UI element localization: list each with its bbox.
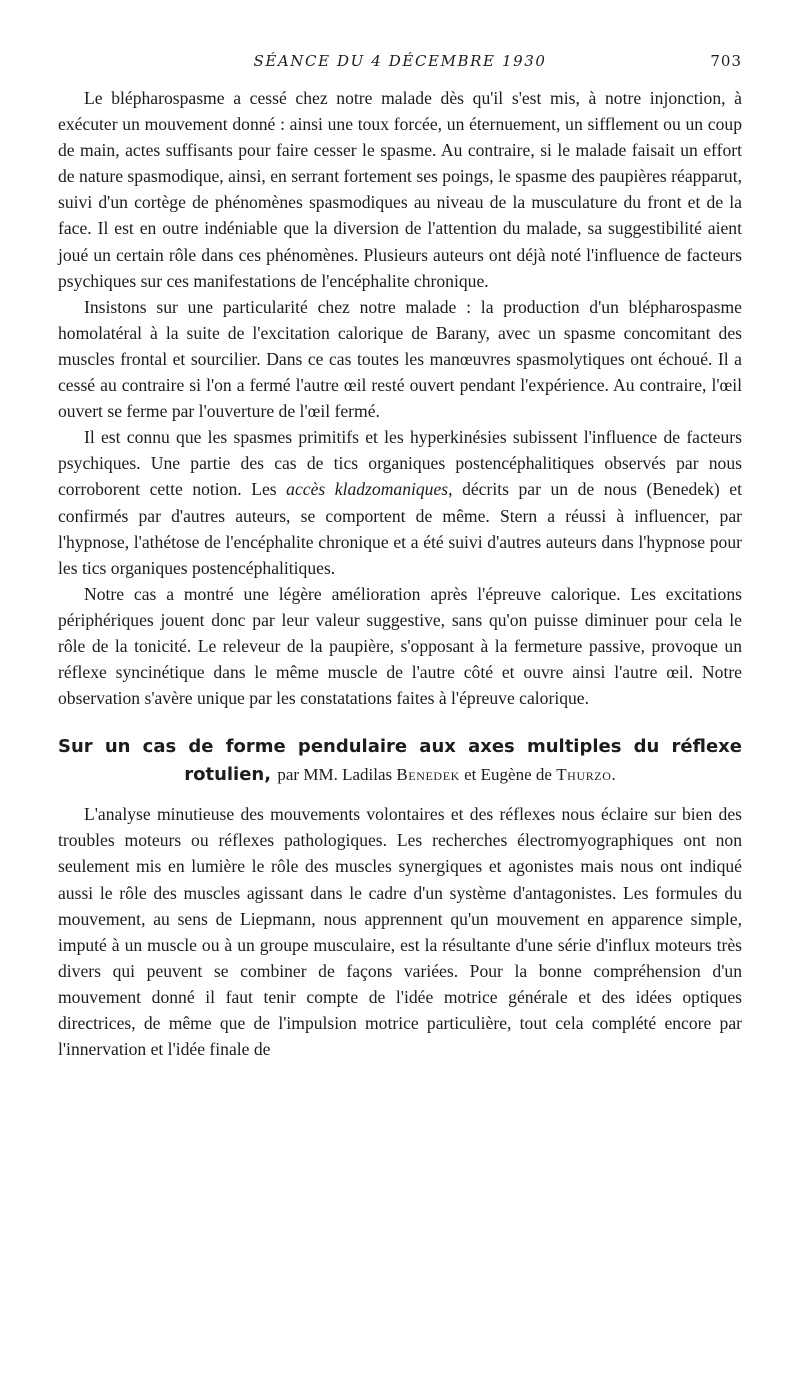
body-text xyxy=(58,85,742,1062)
running-header xyxy=(58,52,742,76)
author-thurzo: Thurzo xyxy=(556,765,612,785)
paragraph-3 xyxy=(58,424,742,581)
section-by: par MM. Ladilas xyxy=(277,765,393,785)
paragraph-1: Le blépharospasme a cessé chez notre malade dès qu'il s'est mis, à notre injonction, à exécuter un mouvement donné : ainsi une toux forcée, un éternuement, un sifflement ou un coup de main, actes suffisants pour faire cesser le spasme. Au contraire, si le malade faisait un effort de nature spasmodique, ainsi, en serrant fortement ses poings, le spasme des paupières réapparut, suivi d'un cortège de phénomènes spasmodiques au niveau de la musculature du front et de la face. Il est en outre indéniable que la diversion de l'attention du malade, sa suggestibilité aient joué un certain rôle dans ces phénomènes. Plusieurs auteurs ont déjà noté l'influence de facteurs psychiques sur ces manifestations de l'encéphalite chronique. xyxy=(58,88,742,291)
page-number: 703 xyxy=(710,52,742,70)
paragraph-2: Insistons sur une particularité chez notre malade : la production d'un blépharospasme homolatéral à la suite de l'excitation calorique de Barany, avec un spasme concomitant des muscles frontal et sourcilier. Dans ce cas toutes les manœuvres spasmolytiques ont échoué. Il a cessé au contraire si l'on a fermé l'autre œil resté ouvert pendant l'expérience. Au contraire, l'œil ouvert se ferme par l'ouverture de l'œil fermé. xyxy=(58,296,742,422)
page xyxy=(58,52,742,1062)
section-body xyxy=(58,801,742,1062)
author-benedek: Benedek xyxy=(396,765,460,785)
paragraph-3-italic: accès kladzomaniques xyxy=(286,479,449,500)
paragraph-3-after: , décrits par un de nous (Benedek) et confirmés par d'autres auteurs, se comportent de même. Stern a réussi à influencer, par l'hypnose, l'athétose de l'encéphalite chronique et a été suivi d'autres auteurs dans l'hypnose pour les tics organiques postencéphalitiques. xyxy=(58,479,743,578)
section-title-text: Sur un cas de forme pendulaire aux axes multiples du réflexe rotulien, xyxy=(58,736,742,786)
paragraph-3-before: Il est connu que les spasmes primitifs et les hyperkinésies subissent l'influence de facteurs psychiques. Une partie des cas de tics organiques postencéphalitiques observés par nous corroborent cette notion. Les xyxy=(58,427,742,500)
paragraph-4: Notre cas a montré une légère amélioration après l'épreuve calorique. Les excitations périphériques jouent donc par leur valeur suggestive, sans qu'on puisse diminuer pour cela le rôle de la tonicité. Le releveur de la paupière, s'opposant à la fermeture passive, provoque un réflexe syncinétique dans le même muscle de l'autre côté et ouvre ainsi l'autre œil. Notre observation s'avère unique par les constatations faites à l'épreuve calorique. xyxy=(58,583,742,709)
section-heading xyxy=(58,733,742,789)
section-paragraph-1: L'analyse minutieuse des mouvements volontaires et des réflexes nous éclaire sur bien des troubles moteurs ou réflexes pathologiques. Les recherches électromyographiques ont non seulement mis en lumière le rôle des muscles synergiques et agonistes mais nous ont indiqué aussi le rôle des muscles agissant dans le cadre d'un système d'antagonistes. Les formules du mouvement, au sens de Liepmann, nous apprennent qu'un mouvement en apparence simple, imputé à un muscle ou à un groupe musculaire, est la résultante d'une série d'influx moteurs très divers qui peuvent se combiner de façons variées. Pour la bonne compréhension d'un mouvement donné il faut tenir compte de l'idée motrice générale et des idées optiques directrices, de même que de l'impulsion motrice particulière, tout cela complété encore par l'innervation et l'idée finale de xyxy=(58,804,742,1060)
running-title: SÉANCE DU 4 DÉCEMBRE 1930 xyxy=(253,52,547,70)
section-and: et Eugène de xyxy=(464,765,552,785)
section-end: . xyxy=(611,765,616,785)
section-authors xyxy=(277,765,615,784)
